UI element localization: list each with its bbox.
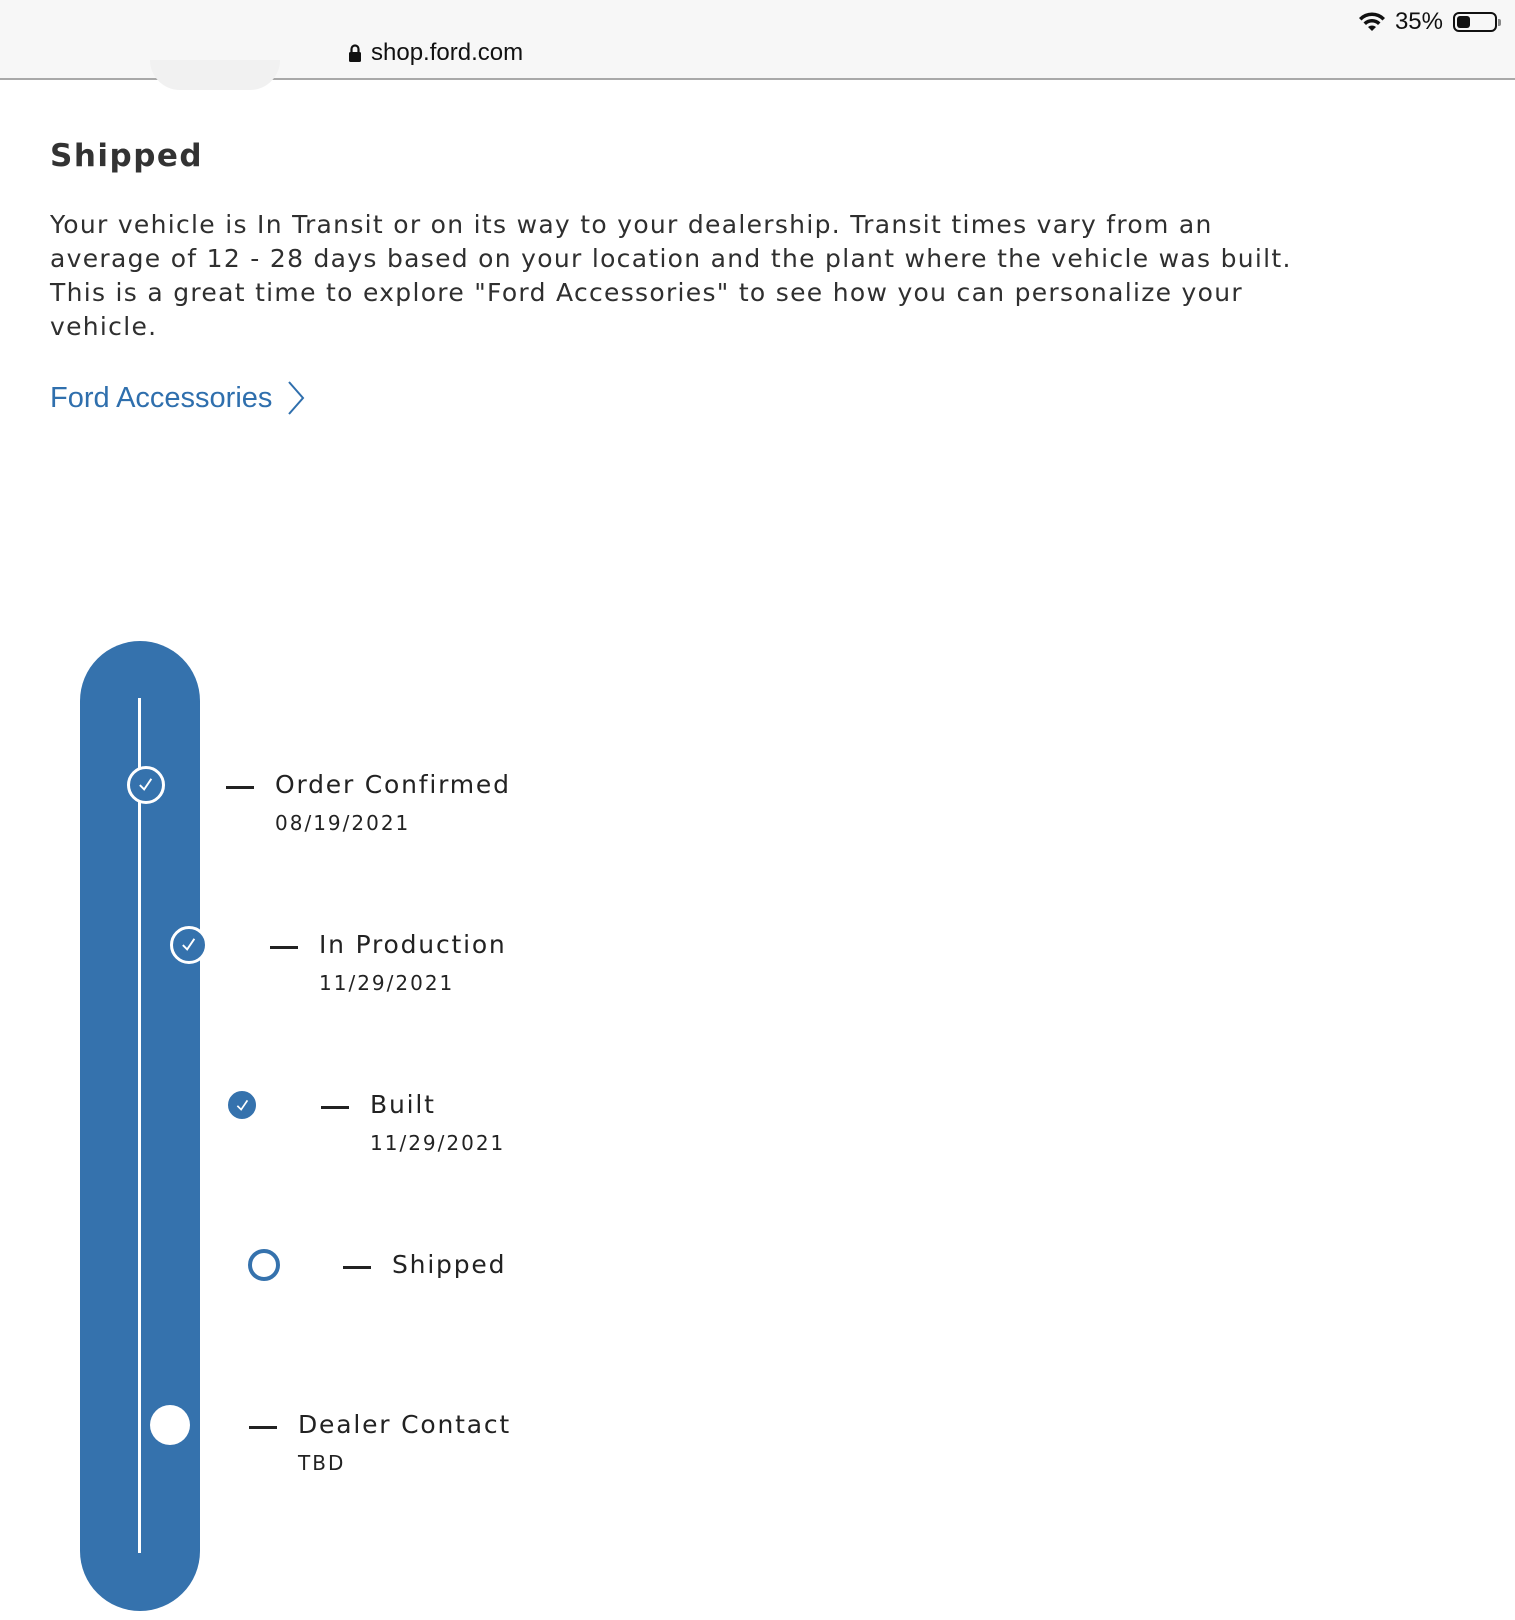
step-in-production-label: In Production bbox=[319, 930, 507, 959]
ford-accessories-link[interactable] bbox=[50, 380, 306, 416]
step-order-confirmed-label: Order Confirmed bbox=[275, 770, 511, 799]
step-dash bbox=[270, 946, 298, 949]
status-description: Your vehicle is In Transit or on its way to your dealership. Transit times vary from an average of 12 - 28 days based on your location and the plant where the vehicle was built. This is a great time to explore "Ford Accessories" to see how you can personalize your vehicle. bbox=[50, 210, 1292, 341]
battery-percent: 35% bbox=[1394, 8, 1443, 35]
step-built-date: 11/29/2021 bbox=[370, 1131, 506, 1155]
lock-icon bbox=[348, 43, 362, 63]
wifi-icon bbox=[1357, 10, 1387, 34]
step-built-check-icon bbox=[226, 1089, 258, 1121]
step-dealer-contact-date: TBD bbox=[298, 1451, 346, 1475]
timeline-line bbox=[138, 698, 141, 1553]
battery-level bbox=[1457, 16, 1470, 28]
status-indicators bbox=[1357, 4, 1497, 40]
status-content bbox=[50, 136, 1330, 416]
step-in-production-date: 11/29/2021 bbox=[319, 971, 455, 995]
step-shipped-label: Shipped bbox=[392, 1250, 507, 1279]
step-dealer-contact-dot-icon bbox=[150, 1405, 190, 1445]
address-bar[interactable] bbox=[348, 38, 523, 68]
step-order-confirmed-check-icon bbox=[127, 766, 165, 804]
step-dash bbox=[343, 1266, 371, 1269]
step-dash bbox=[226, 786, 254, 789]
step-dash bbox=[249, 1426, 277, 1429]
step-shipped-ring-icon bbox=[248, 1249, 280, 1281]
page-title: Shipped bbox=[50, 138, 204, 174]
ford-accessories-link-label[interactable]: Ford Accessories bbox=[50, 381, 273, 414]
image-edge bbox=[150, 60, 280, 90]
step-in-production-check-icon bbox=[170, 926, 208, 964]
chevron-right-icon bbox=[286, 380, 306, 416]
step-built-label: Built bbox=[370, 1090, 436, 1119]
step-dash bbox=[321, 1106, 349, 1109]
step-order-confirmed-date: 08/19/2021 bbox=[275, 811, 411, 835]
step-dealer-contact-label: Dealer Contact bbox=[298, 1410, 511, 1439]
url-text[interactable]: shop.ford.com bbox=[371, 39, 524, 66]
battery-icon bbox=[1453, 12, 1497, 32]
timeline-track bbox=[80, 641, 200, 1611]
